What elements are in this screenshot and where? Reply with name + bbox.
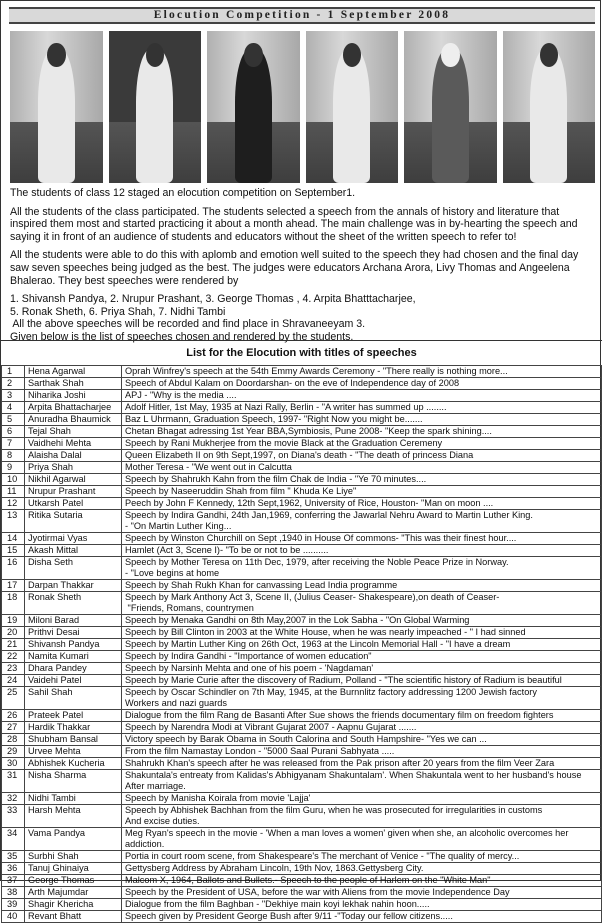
speech-line-continued: - "Love begins at home [125,568,220,578]
student-name: Niharika Joshi [25,390,122,402]
winners-line-1: 1. Shivansh Pandya, 2. Nrupur Prashant, 3. George Thomas , 4. Arpita Bhatttacharjee, [10,293,416,306]
speech-line: Mother Teresa - "We went out in Calcutta [125,462,292,472]
student-name: Utkarsh Patel [25,498,122,510]
row-number: 39 [2,899,25,911]
table-row [2,663,602,675]
row-number: 9 [2,462,25,474]
row-number: 10 [2,474,25,486]
student-name: Revant Bhatt [25,911,122,923]
row-number: 22 [2,651,25,663]
speech-title [122,639,602,651]
student-name: Darpan Thakkar [25,580,122,592]
student-name: Jyotirmai Vyas [25,533,122,545]
table-row [2,462,602,474]
speech-title [122,498,602,510]
row-number: 31 [2,770,25,793]
table-row [2,770,602,793]
row-number: 25 [2,687,25,710]
student-name: Akash Mittal [25,545,122,557]
speech-line: Dialogue from the film Rang de Basanti After Sue shows the friends documentary film on freedom fighters [125,710,554,720]
student-name: Sahil Shah [25,687,122,710]
speech-title [122,687,602,710]
speech-title [122,438,602,450]
table-row [2,851,602,863]
student-name: Surbhi Shah [25,851,122,863]
speech-title [122,663,602,675]
speech-title [122,545,602,557]
student-name: Nisha Sharma [25,770,122,793]
table-row [2,639,602,651]
row-number: 37 [2,875,25,887]
table-row [2,758,602,770]
speech-line: Queen Elizabeth II on 9th Sept,1997, on Diana's death - "The death of princess Diana [125,450,474,460]
speech-line: Speech by the President of USA, before the war with Aliens from the movie Independence Day [125,887,510,897]
row-number: 27 [2,722,25,734]
page-title: Elocution Competition - 1 September 2008 [9,7,595,24]
speech-title [122,887,602,899]
student-name: Vaidhehi Mehta [25,438,122,450]
student-name: Miloni Barad [25,615,122,627]
speech-title [122,734,602,746]
table-row [2,378,602,390]
speech-title [122,450,602,462]
table-row [2,863,602,875]
speech-line: Shahrukh Khan's speech after he was released from the Pak prison after 20 years from the film Veer Zara [125,758,555,768]
table-row [2,366,602,378]
row-number: 21 [2,639,25,651]
table-row [2,651,602,663]
speech-title [122,863,602,875]
student-name: Urvee Mehta [25,746,122,758]
speech-line: From the film Namastay London - "5000 Saal Purani Sabhyata ..... [125,746,395,756]
speech-line: Peech by John F Kennedy, 12th Sept,1962, University of Rice, Houston- "Man on moon .... [125,498,494,508]
row-number: 36 [2,863,25,875]
speech-line: Speech by Menaka Gandhi on 8th May,2007 in the Lok Sabha - "On Global Warming [125,615,470,625]
speech-line: Baz L Uhrmann, Graduation Speech, 1997- "Right Now you might be....... [125,414,423,424]
row-number: 40 [2,911,25,923]
recording-note: All the above speeches will be recorded and find place in Shravaneeyam 3. [10,318,366,331]
row-number: 26 [2,710,25,722]
speech-title [122,402,602,414]
speech-line: APJ - "Why is the media .... [125,390,237,400]
speech-title [122,557,602,580]
student-name: Sarthak Shah [25,378,122,390]
speech-title [122,710,602,722]
winners-list [10,293,595,343]
speech-line: Speech by Indira Gandhi - "Importance of women education" [125,651,372,661]
row-number: 20 [2,627,25,639]
row-number: 5 [2,414,25,426]
table-row [2,545,602,557]
photo-student-6 [503,31,596,183]
row-number: 30 [2,758,25,770]
speech-title [122,486,602,498]
speech-title [122,627,602,639]
student-name: Ronak Sheth [25,592,122,615]
table-row [2,450,602,462]
table-row [2,805,602,828]
student-name: Abhishek Kucheria [25,758,122,770]
speech-title [122,390,602,402]
row-number: 13 [2,510,25,533]
speech-line: Speech by Narendra Modi at Vibrant Gujarat 2007 - Aapnu Gujarat ....... [125,722,417,732]
speech-line-continued: After marriage. [125,781,186,791]
student-name: Arth Majumdar [25,887,122,899]
table-row [2,580,602,592]
speech-line: Meg Ryan's speech in the movie - 'When a man loves a women' given when she, an alcoholic overcomes her addiction. [125,828,569,849]
row-number: 4 [2,402,25,414]
speech-title [122,426,602,438]
speech-line: Speech by Winston Churchill on Sept ,1940 in House Of commons- "This was their finest hour.... [125,533,517,543]
speech-title [122,651,602,663]
speech-title [122,899,602,911]
speech-line: Speech given by President George Bush after 9/11 -"Today our fellow citizens..... [125,911,453,921]
speech-title [122,462,602,474]
table-row [2,498,602,510]
table-row [2,793,602,805]
student-name: Hena Agarwal [25,366,122,378]
speech-title [122,615,602,627]
row-number: 28 [2,734,25,746]
table-row [2,722,602,734]
speech-title [122,828,602,851]
row-number: 14 [2,533,25,545]
table-row [2,390,602,402]
speech-line: Speech by Mark Anthony Act 3, Scene II, (Julius Ceaser- Shakespeare),on death of Ceaser- [125,592,500,602]
photo-student-1 [10,31,103,183]
speech-title [122,378,602,390]
row-number: 3 [2,390,25,402]
student-name: Nrupur Prashant [25,486,122,498]
speech-line: Shakuntala's entreaty from Kalidas's Abhigyanam Shakuntalam'. When Shakuntala went to her husband's house [125,770,582,780]
winners-line-2: 5. Ronak Sheth, 6. Priya Shah, 7. Nidhi Tambi [10,305,226,318]
photo-student-5 [404,31,497,183]
table-row [2,474,602,486]
speech-title [122,366,602,378]
speech-title [122,911,602,923]
row-number: 24 [2,675,25,687]
row-number: 38 [2,887,25,899]
speech-line: Speech by Marie Curie after the discovery of Radium, Polland - "The scientific history of Radium is beautiful [125,675,562,685]
speech-title [122,770,602,793]
speech-line: Malcom X, 1964, Ballots and Bullets.- Speech to the people of Harlem on the "White Man" [125,875,491,885]
speech-line: Speech by Martin Luther King on 26th Oct, 1963 at the Lincoln Memorial Hall - "I have a dream [125,639,511,649]
student-name: Dhara Pandey [25,663,122,675]
speech-line: Dialogue from the film Baghban - "Dekhiye main koyi lekhak nahin hoon..... [125,899,430,909]
student-name: Anuradha Bhaumick [25,414,122,426]
speech-line-continued: And excise duties. [125,816,200,826]
speech-line: Speech by Shahrukh Kahn from the film Chak de India - "Ye 70 minutes.... [125,474,427,484]
speech-line: Speech by Mother Teresa on 11th Dec, 1979, after receiving the Noble Peace Prize in Norway. [125,557,509,567]
row-number: 8 [2,450,25,462]
speech-title [122,746,602,758]
speech-line: Victory speech by Barak Obama in South Calorina and South Hampshire- "Yes we can ... [125,734,487,744]
speech-title [122,875,602,887]
speech-line-continued: "Friends, Romans, countrymen [125,603,254,613]
speech-line: Oprah Winfrey's speech at the 54th Emmy Awards Ceremony - "There really is nothing more... [125,366,508,376]
student-name: Ritika Sutaria [25,510,122,533]
speech-line: Chetan Bhagat adressing 1st Year BBA,Symbiosis, Pune 2008- "Keep the spark shining.... [125,426,492,436]
speech-line-continued: - "On Martin Luther King... [125,521,232,531]
section-divider [1,340,602,341]
speech-line: Speech by Abhishek Bachhan from the film Guru, when he was prosecuted for irregularities in customs [125,805,543,815]
table-row [2,438,602,450]
intro-text [10,187,595,344]
table-row [2,828,602,851]
table-row [2,746,602,758]
intro-paragraph-3: All the students were able to do this with aplomb and emotion well suited to the speech they had chosen and the final day saw seven speeches being judged as the best. The judges were educators Archana Arora, Livy Thomas and Angeelena Bhalerao. They best speeches were rendered by [10,249,579,287]
student-name: Prithvi Desai [25,627,122,639]
table-row [2,710,602,722]
student-name: George Thomas [25,875,122,887]
student-name: Namita Kumari [25,651,122,663]
row-number: 6 [2,426,25,438]
row-number: 34 [2,828,25,851]
speech-title [122,533,602,545]
table-row [2,887,602,899]
speech-title [122,722,602,734]
table-row [2,510,602,533]
row-number: 32 [2,793,25,805]
student-name: Arpita Bhattacharjee [25,402,122,414]
student-name: Tejal Shah [25,426,122,438]
table-row [2,592,602,615]
speech-line: Speech by Shah Rukh Khan for canvassing Lead India programme [125,580,398,590]
student-name: Shagir Khericha [25,899,122,911]
row-number: 11 [2,486,25,498]
row-number: 15 [2,545,25,557]
row-number: 12 [2,498,25,510]
table-row [2,402,602,414]
speech-line: Speech by Bill Clinton in 2003 at the White House, when he was nearly impeached - " I had sinned [125,627,526,637]
speech-line: Speech by Indira Gandhi, 24th Jan,1969, conferring the Jawarlal Nehru Award to Martin Luther King. [125,510,533,520]
speech-line: Speech by Narsinh Mehta and one of his poem - 'Nagdaman' [125,663,374,673]
student-name: Shivansh Pandya [25,639,122,651]
speech-line: Speech of Abdul Kalam on Doordarshan- on the eve of Independence day of 2008 [125,378,460,388]
row-number: 16 [2,557,25,580]
student-name: Hardik Thakkar [25,722,122,734]
table-row [2,675,602,687]
speech-line: Speech by Oscar Schindler on 7th May, 1945, at the Burnnlitz factory addressing 1200 Jewish factory [125,687,537,697]
speech-line: Hamlet (Act 3, Scene I)- "To be or not to be .......... [125,545,329,555]
speech-title [122,580,602,592]
intro-paragraph-2: All the students of the class participated. The students selected a speech from the annals of history and literature that inspired them most and started practicing it about a month ahead. The main challenge was in by-hearting the speech and saying it in front of an audience of students and educators without the sheet of the written speech to refer to! [10,205,578,243]
speech-line-continued: Workers and nazi guards [125,698,227,708]
table-row [2,533,602,545]
intro-paragraph-1: The students of class 12 staged an elocution competition on September1. [10,187,356,199]
table-row [2,414,602,426]
row-number: 2 [2,378,25,390]
row-number: 23 [2,663,25,675]
student-name: Alaisha Dalal [25,450,122,462]
table-row [2,734,602,746]
table-row [2,875,602,887]
student-name: Prateek Patel [25,710,122,722]
photo-student-2 [109,31,202,183]
student-name: Vaidehi Patel [25,675,122,687]
photo-student-4 [306,31,399,183]
photo-strip [10,31,595,183]
speech-title [122,510,602,533]
student-name: Tanuj Ghinaiya [25,863,122,875]
table-row [2,486,602,498]
speech-title [122,793,602,805]
list-intro-note: Given below is the list of speeches chosen and rendered by the students. [10,330,354,343]
speech-line: Gettysberg Address by Abraham Lincoln, 19th Nov, 1863.Gettysberg City. [125,863,424,873]
student-name: Vama Pandya [25,828,122,851]
student-name: Shubham Bansal [25,734,122,746]
speech-title [122,414,602,426]
table-row [2,899,602,911]
speech-title [122,851,602,863]
speech-title [122,592,602,615]
table-row [2,911,602,923]
student-name: Nidhi Tambi [25,793,122,805]
speeches-table [1,365,602,923]
row-number: 7 [2,438,25,450]
speech-line: Adolf Hitler, 1st May, 1935 at Nazi Rally, Berlin - "A writer has summed up ........ [125,402,447,412]
student-name: Harsh Mehta [25,805,122,828]
speech-title [122,675,602,687]
speech-line: Speech by Naseeruddin Shah from film " Khuda Ke Liye" [125,486,357,496]
speech-line: Portia in court room scene, from Shakespeare's The merchant of Venice - "The quality of mercy... [125,851,520,861]
speech-title [122,474,602,486]
row-number: 18 [2,592,25,615]
table-row [2,615,602,627]
photo-student-3 [207,31,300,183]
row-number: 1 [2,366,25,378]
table-title: List for the Elocution with titles of speeches [186,347,417,359]
speech-line: Speech by Rani Mukherjee from the movie Black at the Graduation Ceremeny [125,438,443,448]
speech-title [122,758,602,770]
row-number: 19 [2,615,25,627]
table-row [2,426,602,438]
row-number: 33 [2,805,25,828]
speech-title [122,805,602,828]
row-number: 35 [2,851,25,863]
table-row [2,687,602,710]
table-row [2,627,602,639]
student-name: Nikhil Agarwal [25,474,122,486]
table-row [2,557,602,580]
row-number: 17 [2,580,25,592]
speech-line: Speech by Manisha Koirala from movie 'Lajja' [125,793,311,803]
row-number: 29 [2,746,25,758]
student-name: Disha Seth [25,557,122,580]
student-name: Priya Shah [25,462,122,474]
